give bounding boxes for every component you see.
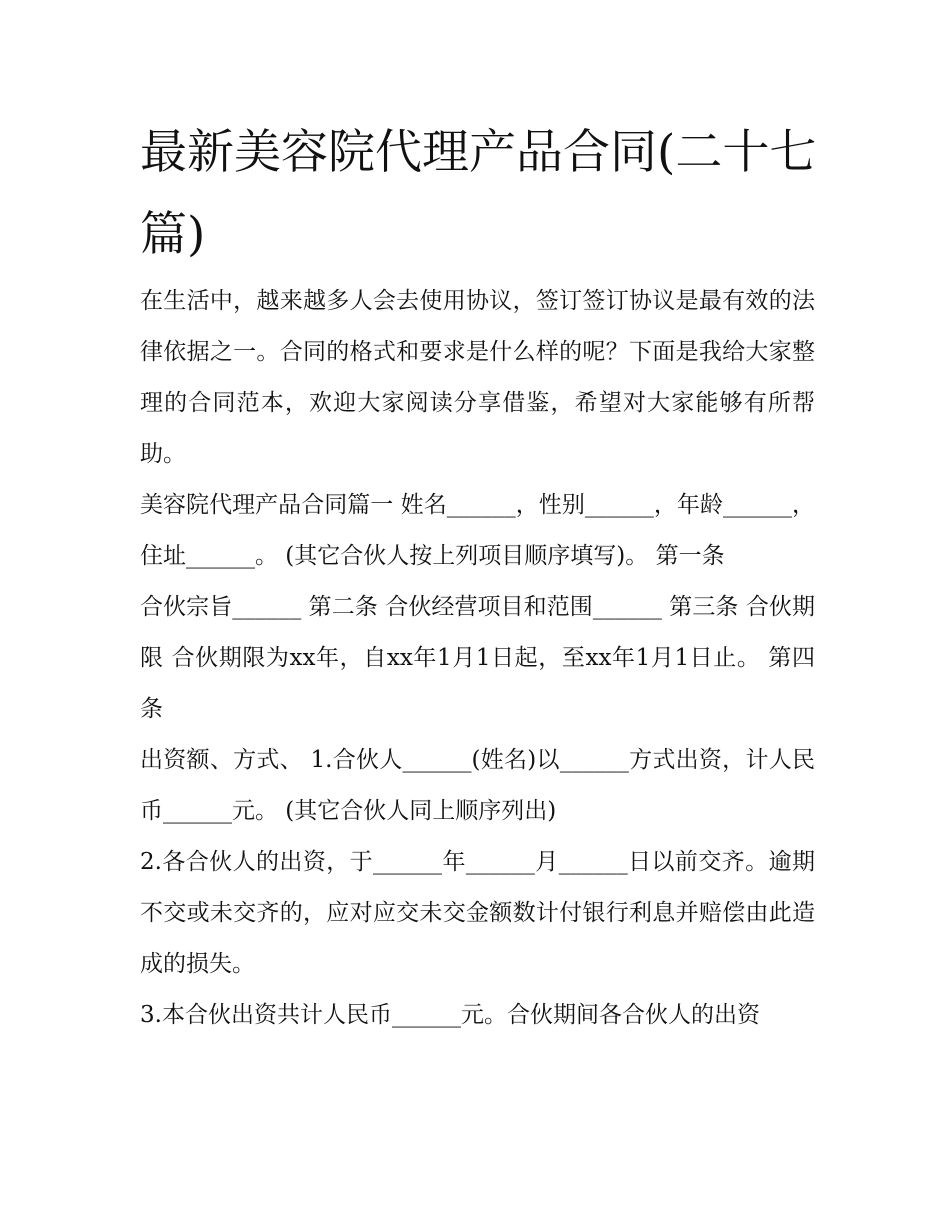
document-title: 最新美容院代理产品合同(二十七篇) [140, 125, 817, 262]
document-body [140, 276, 815, 1041]
contract-party-paragraph: 美容院代理产品合同篇一 姓名______，性别______，年龄______，住址______。 (其它合伙人按上列项目顺序填写)。 第一条 [140, 492, 815, 569]
contribution-deadline-paragraph: 2.各合伙人的出资，于______年______月______日以前交齐。逾期不交或未交齐的，应对应交未交金额数计付银行利息并赔偿由此造成的损失。 [140, 849, 815, 977]
total-contribution-paragraph: 3.本合伙出资共计人民币______元。合伙期间各合伙人的出资 [140, 1002, 760, 1028]
contract-terms-paragraph: 合伙宗旨______ 第二条 合伙经营项目和范围______ 第三条 合伙期限 合伙期限为xx年，自xx年1月1日起，至xx年1月1日止。 第四条 [140, 594, 815, 722]
intro-paragraph: 在生活中，越来越多人会去使用协议，签订签订协议是最有效的法律依据之一。合同的格式和要求是什么样的呢？下面是我给大家整理的合同范本，欢迎大家阅读分享借鉴，希望对大家能够有所帮助。 [140, 288, 815, 467]
contribution-paragraph: 出资额、方式、 1.合伙人______(姓名)以______方式出资，计人民币______元。 (其它合伙人同上顺序列出) [140, 747, 815, 824]
